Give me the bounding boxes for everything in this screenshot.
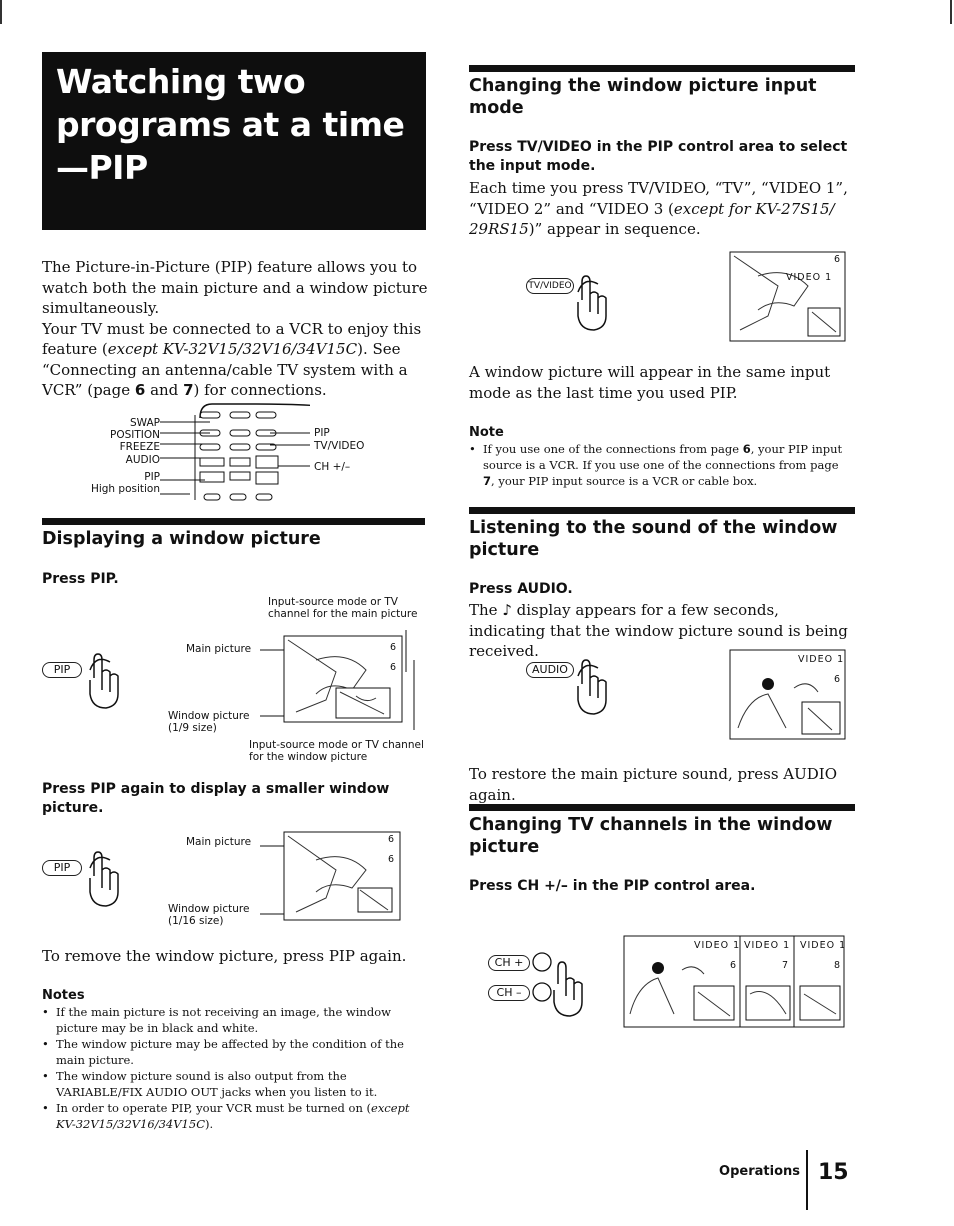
intro-paragraph-1: The Picture-in-Picture (PIP) feature allows you to watch both the main picture and a window picture simultaneously. <box>42 258 428 317</box>
input-note-heading: Note <box>469 425 504 440</box>
hand-press-icon <box>570 656 610 716</box>
remote-right-labels: PIP TV/VIDEO CH +/– <box>314 427 365 473</box>
channel-press: Press CH +/– in the PIP control area. <box>469 878 756 894</box>
main-picture-label-2: Main picture <box>186 836 252 848</box>
intro-paragraph-2: Your TV must be connected to a VCR to enjoy this feature (except KV-32V15/32V16/34V15C). See “Connecting an antenna/cable TV system with a VCR” (page 6 and 7) for connections. <box>42 319 422 399</box>
screen2-channel-window: 6 <box>388 854 396 865</box>
input-press: Press TV/VIDEO in the PIP control area to select the input mode. <box>469 139 848 174</box>
pip-button-2[interactable]: PIP <box>42 860 82 876</box>
hand-press-icon <box>82 650 122 710</box>
remote-left-labels: SWAP POSITION FREEZE AUDIO PIP High position <box>90 417 160 496</box>
channel-screen-mode: VIDEO 1 <box>744 940 791 951</box>
sound-restore: To restore the main picture sound, press AUDIO again. <box>469 765 838 804</box>
channel-screen-mode: VIDEO 1 <box>800 940 847 951</box>
channel-screen-number: 7 <box>782 960 790 971</box>
remote-drawing <box>160 400 310 510</box>
window-picture-label: Window picture (1/9 size) <box>168 710 250 734</box>
screen-channel-main: 6 <box>390 642 398 653</box>
note-item: • If you use one of the connections from page 6, your PIP input source is a VCR. If you use one of the connections from page 7, your PIP input source is a VCR or cable box. <box>481 441 849 489</box>
ch-minus-button[interactable]: CH – <box>488 985 530 1001</box>
remote-diagram <box>80 400 380 510</box>
tv-video-screen-mode: VIDEO 1 <box>786 272 833 283</box>
sound-heading: Listening to the sound of the window picture <box>469 518 838 560</box>
input-after: A window picture will appear in the same input mode as the last time you used PIP. <box>469 363 831 402</box>
footer-divider <box>806 1150 808 1210</box>
page-number: 15 <box>818 1160 849 1185</box>
section-rule <box>469 804 855 811</box>
channel-screen-number: 8 <box>834 960 842 971</box>
callout-window-source: Input-source mode or TV channel for the window picture <box>249 739 424 763</box>
section-rule <box>42 518 425 525</box>
remove-instruction: To remove the window picture, press PIP again. <box>42 947 407 965</box>
note-item: • In order to operate PIP, your VCR must be turned on (except KV-32V15/32V16/34V15C). <box>54 1100 412 1132</box>
note-item: • The window picture may be affected by the condition of the main picture. <box>54 1036 412 1068</box>
scan-mark <box>950 0 952 24</box>
pip-screen-large <box>256 620 426 730</box>
title-banner <box>42 52 426 230</box>
tv-video-screen-channel: 6 <box>834 254 842 265</box>
intro <box>42 257 432 401</box>
music-note-icon: ♪ <box>502 601 512 619</box>
scan-mark <box>0 0 2 24</box>
note-item: • The window picture sound is also output from the VARIABLE/FIX AUDIO OUT jacks when you listen to it. <box>54 1068 412 1100</box>
channel-screen-mode: VIDEO 1 <box>694 940 741 951</box>
page-title: Watching two programs at a time —PIP <box>56 62 405 187</box>
tv-video-button[interactable]: TV/VIDEO <box>526 278 574 294</box>
input-heading: Changing the window picture input mode <box>469 76 817 118</box>
main-picture-label: Main picture <box>186 643 252 655</box>
tv-video-screen <box>728 250 848 345</box>
footer-section: Operations <box>719 1164 800 1179</box>
sound-body: The ♪ display appears for a few seconds, indicating that the window picture sound is being received. <box>469 601 848 660</box>
notes-heading: Notes <box>42 988 85 1003</box>
section-rule <box>469 65 855 72</box>
section-rule <box>469 507 855 514</box>
channel-screen-number: 6 <box>730 960 738 971</box>
screen-channel-window: 6 <box>390 662 398 673</box>
note-item: • If the main picture is not receiving an image, the window picture may be in black and white. <box>54 1004 412 1036</box>
hand-press-icon <box>82 848 122 908</box>
pip-screen-small <box>256 826 406 926</box>
hand-press-icon <box>570 272 610 332</box>
display-press-again: Press PIP again to display a smaller window picture. <box>42 781 390 816</box>
callout-main-source: Input-source mode or TV channel for the main picture <box>268 596 418 620</box>
input-body: Each time you press TV/VIDEO, “TV”, “VIDEO 1”, “VIDEO 2” and “VIDEO 3 (except for KV-27S15/ 29RS15)” appear in sequence. <box>469 179 848 238</box>
hand-press-icon <box>528 944 598 1019</box>
screen2-channel-main: 6 <box>388 834 396 845</box>
pip-button[interactable]: PIP <box>42 662 82 678</box>
notes-list <box>42 1004 412 1132</box>
input-note <box>469 441 849 489</box>
display-press: Press PIP. <box>42 571 119 587</box>
audio-button[interactable]: AUDIO <box>526 662 574 678</box>
channel-heading: Changing TV channels in the window picture <box>469 815 833 857</box>
audio-screen-channel: 6 <box>834 674 842 685</box>
audio-screen-mode: VIDEO 1 <box>798 654 845 665</box>
sound-press: Press AUDIO. <box>469 581 573 597</box>
ch-plus-button[interactable]: CH + <box>488 955 530 971</box>
display-heading: Displaying a window picture <box>42 529 321 549</box>
window-picture-label-2: Window picture (1/16 size) <box>168 903 250 927</box>
